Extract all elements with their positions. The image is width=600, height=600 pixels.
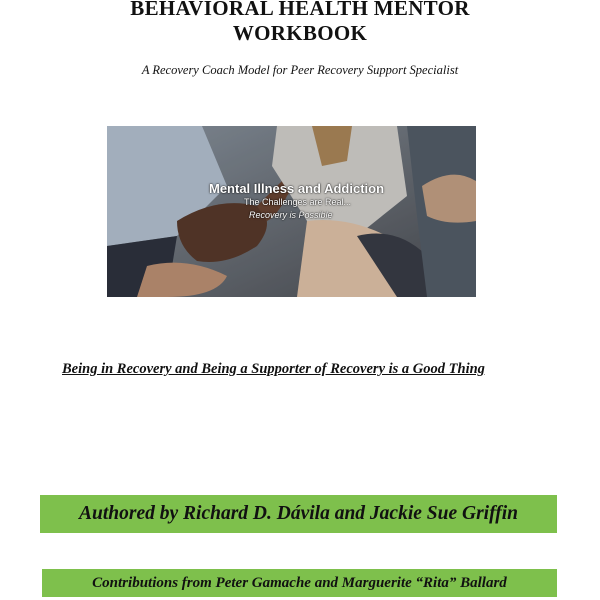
authors-text: Authored by Richard D. Dávila and Jackie Sue Griffin (79, 503, 518, 524)
contributions-text: Contributions from Peter Gamache and Marguerite “Rita” Ballard (92, 574, 507, 591)
image-heading: Mental Illness and Addiction (209, 181, 385, 196)
image-line-1: The Challenges are Real... (244, 197, 352, 207)
contributions-banner (42, 569, 557, 597)
authors-banner (40, 495, 557, 533)
title-line-2: WORKBOOK (232, 21, 368, 45)
title-line-1: BEHAVIORAL HEALTH MENTOR (130, 0, 470, 20)
subtitle: A Recovery Coach Model for Peer Recovery Support Specialist (141, 63, 459, 77)
tagline: Being in Recovery and Being a Supporter of Recovery is a Good Thing (62, 361, 485, 377)
image-line-2: Recovery is Possible (249, 210, 333, 220)
cover-photo (107, 126, 476, 297)
image-text-overlay (107, 126, 476, 297)
